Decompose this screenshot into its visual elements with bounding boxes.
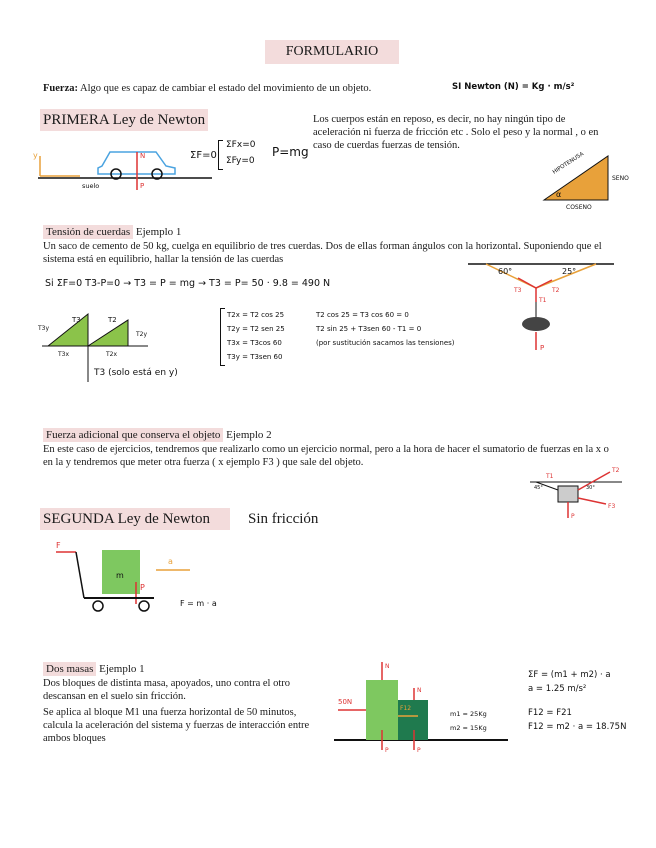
fuerza-text: Algo que es capaz de cambiar el estado del movimiento de un objeto. [80,83,372,94]
adic-f3-arrow [578,498,606,504]
eq-t2x: T2x = T2 cos 25 [227,311,285,319]
t1-label: T1 [539,297,547,304]
sine-label: SENO [612,175,629,182]
eq-weight: P=mg [272,145,309,159]
tension-calc: Si ΣF=0 T3-P=0 → T3 = P = mg → T3 = P= 50 · 9.8 = 490 N [45,278,331,289]
dm-f12-label: F12 [400,705,412,712]
tension-eqs-right [316,308,455,350]
eq-t3y: T3y = T3sen 60 [227,353,283,361]
segunda-diagram [50,540,250,620]
tension-eqs-left [227,308,285,364]
adicional-example: Ejemplo 2 [226,429,272,441]
eq-fy: ΣFy=0 [226,156,255,166]
y-axis-label: y [33,151,38,160]
fuerza-si-units: SI Newton (N) = Kg · m/s² [452,82,575,92]
seg-wheel-1 [93,601,103,611]
cosine-label: COSENO [566,204,592,211]
angle-60: 60° [498,267,513,276]
eq-sum-y: T2 sin 25 + T3sen 60 - T1 = 0 [316,325,422,333]
adic-f3: F3 [608,503,616,510]
ground-label: suelo [82,182,100,190]
triangle-fill [544,156,608,200]
adicional-heading: Fuerza adicional que conserva el objeto [43,428,223,442]
t2-label: T2 [552,287,560,294]
seg-wheel-2 [139,601,149,611]
seg-a-label: a [168,557,173,566]
eq-sum-zero: ΣF=0 [190,150,217,161]
dos-masas-example: Ejemplo 1 [99,663,145,675]
angle-label: α [556,190,562,199]
hyp-label: HIPOTENUSA [551,151,586,176]
dos-masas-text2: Se aplica al bloque M1 una fuerza horizontal de 50 minutos, calcula la aceleración del sistema y fuerzas de interacción entre ambos bloques [43,707,310,744]
t3y-label: T3y [38,325,50,332]
eq-fx: ΣFx=0 [226,140,256,150]
adic-box [558,486,578,502]
dm-eq-sum: ΣF = (m1 + m2) · a [528,670,611,680]
tension-heading: Tensión de cuerdas [43,225,133,239]
normal-label: N [140,152,146,160]
seg-m-label: m [116,571,124,580]
dos-masas-diagram [330,658,510,754]
trig-triangle [536,150,636,212]
t2y-label: T2y [136,331,148,338]
dm-eq-f12-value: F12 = m2 · a = 18.75N [528,722,627,732]
dm-eq-spacer [528,696,626,706]
page-title: FORMULARIO [265,40,399,64]
triangle-t3 [48,314,88,346]
tension-heading-line [43,226,181,239]
dos-masas-heading: Dos masas [43,662,96,676]
segunda-subheading: Sin fricción [248,511,319,527]
dm-m1-label: m1 = 25Kg [450,710,487,718]
dm-p1-label: P [385,747,389,754]
t2-arrow [536,280,552,288]
hanging-diagram [466,258,616,358]
t3-vec-label: T3 [72,316,81,324]
tension-brace [220,308,225,366]
fuerza-definition [43,82,443,95]
seg-handle [76,552,84,598]
primera-heading: PRIMERA Ley de Newton [40,109,208,131]
t3x-label: T3x [58,351,70,358]
primera-description: Los cuerpos están en reposo, es decir, no hay ningún tipo de aceleración ni fuerza de fricción etc . Solo el peso y la normal , o en caso de cuerdas fuerzas de tensión. [313,114,599,151]
seg-f-label: F [56,541,61,550]
adicional-text: En este caso de ejercicios, tendremos que realizarlo como un ejercicio normal, pero a la hora de hacer el sumatorio de fuerzas en la x o en la y tendremos que meter otra fuerza ( x ejemplo F3 ) que sale del objeto. [43,444,609,468]
fuerza-label: Fuerza: [43,83,78,94]
eq-t3x: T3x = T3cos 60 [227,339,282,347]
cement-bag [522,317,550,331]
adic-t1: T1 [546,473,554,480]
weight-label-bag: P [540,344,545,352]
dm-eq-a: a = 1.25 m/s² [528,684,587,694]
dm-n1-label: N [385,663,390,670]
adicional-diagram [526,462,626,520]
dm-force-label: 50N [338,698,353,706]
angle-25: 25° [562,267,577,276]
seg-p-label: P [140,583,145,592]
eq-note: (por sustitución sacamos las tensiones) [316,339,455,347]
adic-45: 45° [534,485,543,491]
tension-text: Un saco de cemento de 50 kg, cuelga en equilibrio de tres cuerdas. Dos de ellas forman ángulos con la horizontal. Suponiendo que el sistema está en equilibrio, hallar la tensión de las cuerdas [43,241,602,265]
t2x-label: T2x [106,351,118,358]
dm-equations [528,668,626,734]
eq-brace [218,140,223,170]
t2-vec-label: T2 [108,316,117,324]
dm-p2-label: P [417,747,421,754]
dos-masas-text: Dos bloques de distinta masa, apoyados, uno contra el otro descansan en el suelo sin fricción. [43,678,290,702]
adicional-heading-line [43,429,272,442]
dm-n2-label: N [417,687,422,694]
weight-label: P [140,182,145,190]
eq-t2y: T2y = T2 sen 25 [227,325,285,333]
dm-m2-label: m2 = 15Kg [450,724,487,732]
seg-formula: F = m · a [180,599,217,608]
car-diagram [30,138,220,193]
vec-note: T3 (solo está en y) [94,368,178,378]
tension-example: Ejemplo 1 [135,226,182,238]
eq-sum-x: T2 cos 25 = T3 cos 60 = 0 [316,311,409,319]
segunda-heading: SEGUNDA Ley de Newton [40,508,230,530]
adic-t2: T2 [612,467,620,474]
adic-30: 30° [586,485,595,491]
t3-label: T3 [514,287,522,294]
dos-masas-heading-line [43,663,145,676]
adic-p: P [571,513,575,520]
dm-eq-f12: F12 = F21 [528,708,572,718]
